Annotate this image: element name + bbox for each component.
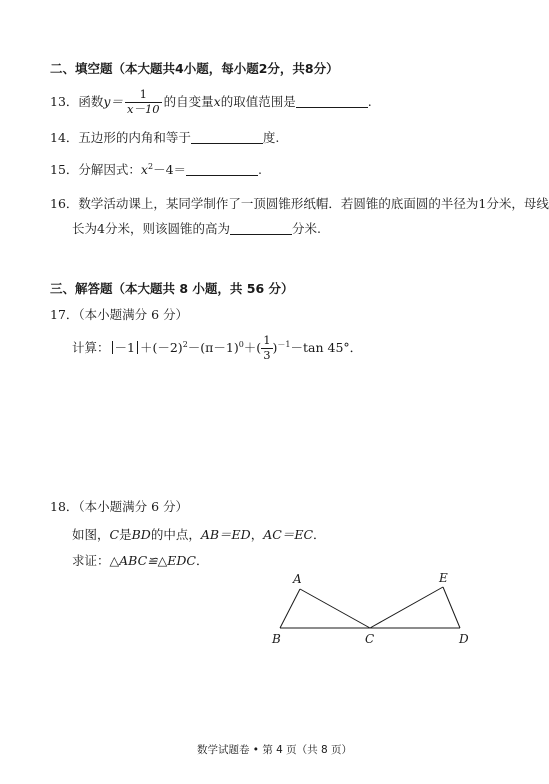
math-expression: ＋(－2) [139,339,183,355]
question-text: 如图， [72,527,110,542]
question-text: 分米. [291,221,321,236]
segment-ab [280,589,300,628]
question-text: 分解因式： [78,162,141,177]
segment-ed [443,587,460,628]
math-expression: ＋( [243,339,262,355]
question-14 [50,128,279,146]
point-label-e: E [439,571,448,585]
math-expression: －1 [114,339,135,355]
question-number: 18． [50,499,79,514]
math-variable: x [213,93,221,109]
fraction [125,88,162,117]
answer-blank[interactable] [230,222,292,235]
score-note: （本小题满分 6 分） [78,499,189,514]
question-17-expression [72,334,362,363]
page-footer: 数学试题卷 • 第 4 页（共 8 页） [196,744,353,756]
question-18-given [72,525,326,543]
question-13 [50,88,372,117]
congruence-statement: △ABC≌△EDC [109,553,196,568]
math-expression: －(π－1) [187,339,239,355]
segment-ac [300,589,370,628]
question-text: 求证： [72,553,110,568]
fraction-denominator: 3 [263,347,271,362]
answer-blank[interactable] [186,163,258,176]
punctuation: . [258,162,263,177]
question-number: 16． [50,196,79,211]
question-text: 的中点， [150,527,201,542]
exponent: －1 [277,339,291,349]
math-expression: y＝ [103,93,123,109]
section-answer-title: 三、解答题（本大题共 8 小题，共 56 分） [50,281,294,296]
question-number: 14． [50,130,79,145]
equation: AC＝EC [263,527,314,542]
question-number: 17． [50,307,79,322]
fraction-numerator: 1 [263,333,271,347]
exponent: 2 [147,162,154,171]
question-text: 的取值范围是 [220,93,296,109]
question-text: 度. [262,130,280,145]
punctuation: . [367,93,372,109]
segment-label: BD [131,527,151,542]
question-16-line2 [72,219,321,237]
question-number: 15． [50,162,79,177]
question-text: 长为4分米，则该圆锥的高为 [72,221,230,236]
score-note: （本小题满分 6 分） [78,307,189,322]
question-16 [50,194,549,212]
point-label-c: C [365,632,375,646]
punctuation: ． [195,553,209,568]
point-label: C [109,527,120,542]
punctuation: ， [250,527,264,542]
section-fill-in-title: 二、填空题（本大题共4小题，每小题2分，共8分） [50,61,339,76]
point-label-a: A [293,572,302,586]
fraction-numerator: 1 [125,88,162,103]
question-text: 五边形的内角和等于 [78,130,191,145]
math-variable: x [140,162,148,177]
question-number: 13． [50,93,79,109]
abs-bar-right [137,341,138,354]
question-text: 数学活动课上，某同学制作了一顶圆锥形纸帽．若圆锥的底面圆的半径为1分米，母线 [78,196,549,211]
question-text: 计算： [72,339,110,355]
geometry-figure [260,570,480,650]
answer-blank[interactable] [191,131,263,144]
question-18-prove [72,551,208,569]
question-17-header [50,305,188,323]
answer-blank[interactable] [296,95,368,108]
point-label-b: B [272,632,281,646]
question-text: 是 [119,527,132,542]
exponent: 2 [182,339,188,349]
math-expression: ) [272,339,278,355]
fraction [261,334,272,363]
math-expression: －tan 45°． [290,339,363,355]
segment-ce [370,587,443,628]
punctuation: ． [313,527,326,542]
question-text: 函数 [78,93,104,109]
abs-bar-left [112,341,113,354]
question-18-header [50,497,188,515]
question-15 [50,160,262,178]
point-label-d: D [459,632,469,646]
math-expression: －4＝ [153,162,187,177]
question-text: 的自变量 [163,93,214,109]
exponent: 0 [238,339,244,349]
equation: AB＝ED [200,527,251,542]
fraction-denominator: x－10 [126,101,160,116]
